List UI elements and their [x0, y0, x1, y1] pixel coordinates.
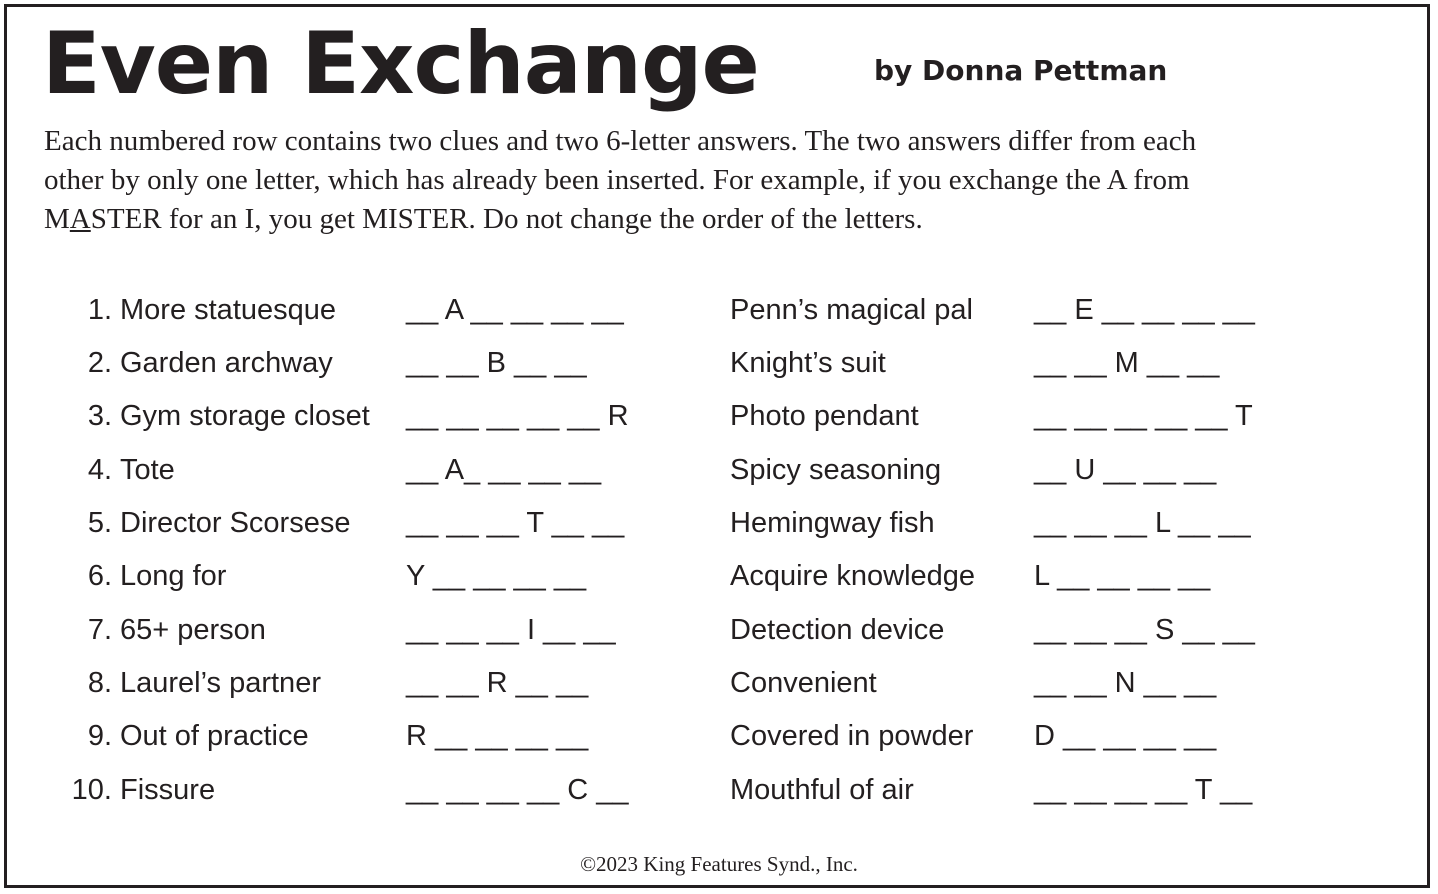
left-clue: Director Scorsese: [120, 507, 351, 539]
row-number: 9.: [87, 720, 112, 752]
right-clue: Hemingway fish: [730, 507, 935, 539]
left-answer-blanks[interactable]: __ __ B __ __: [406, 347, 587, 379]
right-clue: Knight’s suit: [730, 347, 886, 379]
right-answer-blanks[interactable]: __ __ __ L __ __: [1034, 507, 1251, 539]
right-clue: Spicy seasoning: [730, 454, 942, 486]
left-answer-blanks[interactable]: Y __ __ __ __: [406, 560, 587, 592]
left-clue: Tote: [120, 454, 175, 486]
row-number: 2.: [87, 347, 112, 379]
row-number: 1.: [87, 294, 112, 326]
row-number: 3.: [87, 400, 112, 432]
right-answer-blanks[interactable]: __ __ __ __ T __: [1034, 774, 1253, 806]
right-answer-blanks[interactable]: __ E __ __ __ __: [1034, 294, 1255, 326]
instructions-line-3-end: STER for an I, you get MISTER. Do not change the order of the letters.: [90, 203, 923, 235]
clue-row-5: [0, 497, 1438, 550]
instructions-line-3: [44, 200, 1384, 239]
right-answer-blanks[interactable]: L __ __ __ __: [1034, 560, 1211, 592]
left-answer-blanks[interactable]: __ __ __ I __ __: [406, 614, 616, 646]
right-answer-blanks[interactable]: __ U __ __ __: [1034, 454, 1217, 486]
row-number: 10.: [71, 774, 112, 806]
instructions-line-3-start: M: [44, 203, 70, 235]
left-answer-blanks[interactable]: __ __ R __ __: [406, 667, 589, 699]
right-answer-blanks[interactable]: __ __ __ S __ __: [1034, 614, 1255, 646]
left-answer-blanks[interactable]: R __ __ __ __: [406, 720, 589, 752]
left-answer-blanks[interactable]: __ __ __ __ __ R: [406, 400, 629, 432]
instructions-line-1: Each numbered row contains two clues and two 6-letter answers. The two answers differ from each: [44, 125, 1197, 157]
right-answer-blanks[interactable]: D __ __ __ __: [1034, 720, 1217, 752]
right-answer-blanks[interactable]: __ __ __ __ __ T: [1034, 400, 1253, 432]
right-clue: Acquire knowledge: [730, 560, 976, 592]
author-byline: by Donna Pettman: [874, 54, 1168, 87]
right-clue: Photo pendant: [730, 400, 919, 432]
row-number: 5.: [87, 507, 112, 539]
left-clue: More statuesque: [120, 294, 337, 326]
left-clue: Garden archway: [120, 347, 333, 379]
right-answer-blanks[interactable]: __ __ M __ __: [1034, 347, 1220, 379]
left-clue: 65+ person: [120, 614, 266, 646]
clue-row-1: [0, 284, 1438, 337]
clue-row-8: [0, 657, 1438, 710]
left-answer-blanks[interactable]: __ __ __ __ C __: [406, 774, 629, 806]
row-number: 4.: [87, 454, 112, 486]
row-number: 6.: [87, 560, 112, 592]
left-clue: Fissure: [120, 774, 216, 806]
left-clue: Laurel’s partner: [120, 667, 321, 699]
instructions: [44, 122, 1384, 239]
right-clue: Detection device: [730, 614, 945, 646]
right-clue: Covered in powder: [730, 720, 974, 752]
clue-row-10: [0, 764, 1438, 817]
left-clue: Out of practice: [120, 720, 309, 752]
right-answer-blanks[interactable]: __ __ N __ __: [1034, 667, 1217, 699]
left-clue: Long for: [120, 560, 227, 592]
left-clue: Gym storage closet: [120, 400, 370, 432]
row-number: 8.: [87, 667, 112, 699]
left-answer-blanks[interactable]: __ A_ __ __ __: [406, 454, 602, 486]
clue-row-7: [0, 604, 1438, 657]
puzzle-title: Even Exchange: [42, 14, 759, 114]
instructions-line-2: other by only one letter, which has already been inserted. For example, if you exchange the A from: [44, 164, 1190, 196]
right-clue: Convenient: [730, 667, 877, 699]
copyright-notice: ©2023 King Features Synd., Inc.: [580, 852, 858, 876]
clue-row-4: [0, 444, 1438, 497]
left-answer-blanks[interactable]: __ A __ __ __ __: [406, 294, 624, 326]
clue-row-9: [0, 710, 1438, 763]
row-number: 7.: [87, 614, 112, 646]
clue-row-3: [0, 390, 1438, 443]
clue-row-2: [0, 337, 1438, 390]
right-clue: Mouthful of air: [730, 774, 914, 806]
right-clue: Penn’s magical pal: [730, 294, 973, 326]
clue-row-6: [0, 550, 1438, 603]
underlined-letter: A: [69, 203, 91, 235]
left-answer-blanks[interactable]: __ __ __ T __ __: [406, 507, 625, 539]
